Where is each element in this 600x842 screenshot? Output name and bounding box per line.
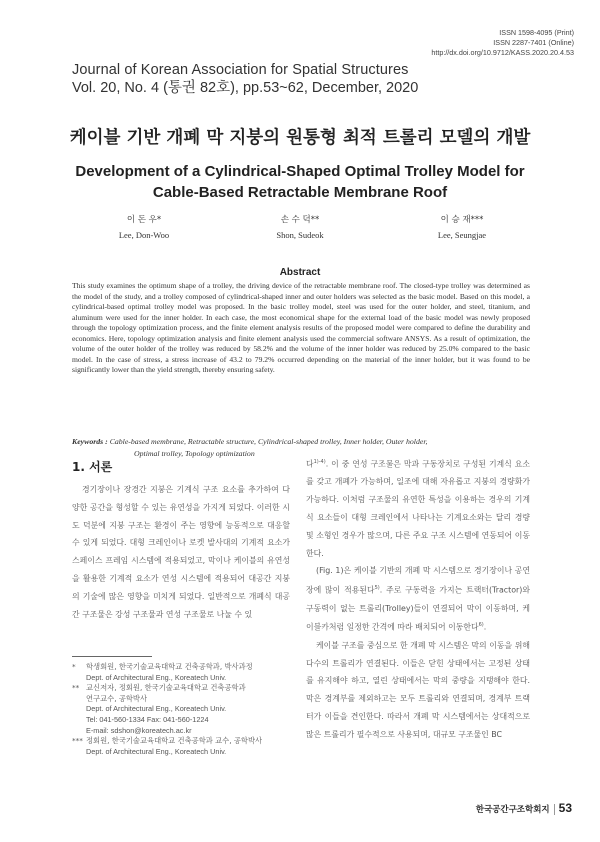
title-english: Development of a Cylindrical-Shaped Optimal Trolley Model for Cable-Based Retractable Membrane Roof bbox=[75, 163, 525, 201]
footnote-3-mark: *** bbox=[72, 736, 83, 746]
title-korean: 케이블 기반 개폐 막 지붕의 원통형 최적 트롤리 모델의 개발 bbox=[69, 128, 531, 148]
body-right-paragraph-3: 케이블 구조를 중심으로 한 개폐 막 시스템은 막의 이동을 위해 다수의 트롤리가 연결된다. 이들은 닫힌 상태에서는 고정된 상태를 유지해야 하고, 열린 상태에서는 막의 중량을 지탱해야 한다. 막은 경계부를 제외하고는 모두 트롤리와 연결되며, 경계부 트랙터가 이들을 견인한다. 따라서 개폐 막 시스템에서는 상대적으로 많은 트롤리가 필수적으로 사용되며, 대규모 구조물인 BC bbox=[306, 640, 530, 739]
footnote-2-line-3: Dept. of Architectural Eng., Koreatech Univ. bbox=[86, 704, 227, 714]
author-1 bbox=[74, 214, 214, 241]
abstract-text: This study examines the optimum shape of a trolley, the driving device of the retractable membrane roof. The closed-type trolley was determined as the model of the study, and a trolley composed of cylindrical-shaped inner and outer holders was selected as the basic model. Based on this model, a cylindrical-based optimal trolley model was proposed. In the basic trolley model, steel was used for the outer holder, and steel, titanium, and aluminum were used for the inner holder. In each case, the most economical shape for the external load of the basic model was newly proposed through the topology optimization process, and the finite element analysis results of the proposed model were compared to define the durability and economics. Here, topology optimization analysis and finite element analysis used the commercial software ANSYS. As a result of optimization, the volume of the outer holder of the trolley was reduced by 58.2% and the volume of the inner holder was reduced by 25.0% compared to the basic model. In the case of stress, a stress increase of 43.2 to 79.2% occurred depending on the material of the inner holder, but it was found to be significantly lower than the yield strength, thereby ensuring safety. bbox=[72, 281, 530, 374]
p2-end: . bbox=[483, 623, 487, 633]
footnote-2-line-4: Tel: 041-560-1334 Fax: 041-560-1224 bbox=[86, 714, 209, 724]
footer-journal-name: 한국공간구조학회지 bbox=[475, 805, 550, 815]
journal-volume: Vol. 20, No. 4 (통권 82호), pp.53~62, December, 2020 bbox=[72, 80, 419, 96]
journal-header bbox=[72, 62, 532, 97]
footnote-2-email[interactable]: E-mail: sdshon@koreatech.ac.kr bbox=[86, 725, 192, 735]
footnote-2 bbox=[72, 683, 292, 736]
footnote-3 bbox=[72, 736, 292, 757]
journal-name: Journal of Korean Association for Spatial Structures bbox=[72, 62, 409, 78]
footnote-1-line-1: 학생회원, 한국기술교육대학교 건축공학과, 박사과정 bbox=[86, 662, 253, 671]
footnote-1-mark: * bbox=[72, 662, 76, 671]
abstract-heading: Abstract bbox=[279, 267, 321, 278]
footnote-2-line-1: 교신저자, 정회원, 한국기술교육대학교 건축공학과 bbox=[86, 683, 246, 693]
doi-link[interactable]: http://dx.doi.org/10.9712/KASS.2020.20.4.53 bbox=[431, 48, 574, 57]
author-2-en: Shon, Sudeok bbox=[276, 230, 324, 240]
footnote-3-line-1: 정회원, 한국기술교육대학교 건축공학과 교수, 공학박사 bbox=[86, 736, 263, 746]
body-right-column bbox=[306, 454, 530, 744]
ref-1-4: 1)-4) bbox=[313, 459, 326, 465]
author-3 bbox=[392, 214, 532, 241]
p1-start: 다 bbox=[306, 459, 314, 469]
author-2 bbox=[230, 214, 370, 241]
issn-online: ISSN 2287-7401 (Online) bbox=[493, 38, 574, 47]
keywords-line-2: Optimal trolley, Topology optimization bbox=[134, 449, 255, 458]
ref-5: 5) bbox=[374, 585, 380, 592]
author-1-ko: 이 돈 우* bbox=[126, 215, 162, 225]
footnotes bbox=[72, 662, 292, 757]
footnote-2-mark: ** bbox=[72, 683, 80, 693]
author-2-ko: 손 수 덕** bbox=[280, 215, 320, 225]
p2-mid: . 주로 구동력을 가지는 트랙터(Tractor)와 구동력이 없는 트롤리(Trolley)들이 연결되어 막이 이동하며, 케이블카처럼 일정한 간격에 따라 배치되어 이동한다 bbox=[306, 585, 530, 633]
author-3-en: Lee, Seungjae bbox=[437, 230, 487, 240]
footnote-divider bbox=[72, 656, 152, 657]
footer-divider bbox=[554, 804, 555, 815]
body-left-paragraph-1: 경기장이나 장경간 지붕은 기계식 구조 요소를 추가하여 다양한 공간을 형성할 수 있는 유연성을 가지게 되었다. 이러한 시도 덕분에 지붕 구조는 환경이 주는 영향에 능동적으로 대응할 수 있게 되었다. 대형 크레인이나 로켓 발사대의 기계적 요소가 스페이스 프레임 시스템에 적용되었고, 막이나 케이블의 유연성을 활용한 기계적 요소가 연성 시스템에 적용되어 대공간 지붕의 기술에 많은 영향을 미치게 되었다. 일반적으로 개폐식 대공간 구조물은 강성 구조물과 연성 구조물로 나눌 수 있 bbox=[72, 485, 290, 619]
footnote-2-line-2: 연구교수, 공학박사 bbox=[86, 693, 148, 703]
issn-block bbox=[431, 28, 574, 58]
body-left-column bbox=[72, 481, 290, 623]
keywords-label: Keywords : bbox=[72, 437, 110, 446]
p2-start: (Fig. 1)은 케이블 기반의 개폐 막 시스템으로 경기장이나 공연장에 많이 적용된다 bbox=[306, 566, 530, 595]
keywords-line-1: Cable-based membrane, Retractable structure, Cylindrical-shaped trolley, Inner holder, Outer holder, bbox=[109, 437, 428, 446]
footnote-1 bbox=[72, 662, 292, 683]
ref-6: 6) bbox=[478, 622, 484, 629]
footnote-3-line-2: Dept. of Architectural Eng., Koreatech Univ. bbox=[86, 746, 227, 756]
section-title: 1. 서론 bbox=[72, 460, 113, 474]
body-right-paragraph-2 bbox=[306, 562, 530, 636]
footnote-1-line-2: Dept. of Architectural Eng., Koreatech Univ. bbox=[86, 672, 227, 682]
author-1-en: Lee, Don-Woo bbox=[118, 230, 170, 240]
page-number: 53 bbox=[558, 801, 572, 815]
issn-print: ISSN 1598-4095 (Print) bbox=[499, 28, 574, 37]
body-right-paragraph-1 bbox=[306, 454, 530, 562]
author-3-ko: 이 승 재*** bbox=[440, 215, 484, 225]
p1-rest: . 이 중 연성 구조물은 막과 구동장치로 구성된 기계식 요소를 갖고 개폐가 가능하며, 일조에 대해 자유롭고 지붕의 경량화가 가능하다. 이처럼 구조물의 유연한 특성을 이용하는 경우의 기계식 요소들이 대형 크레인에서 나타나는 기계요소와는 달리 경량 및 소형인 경우가 많으며, 다른 주요 구조 시스템에 연동되어 이동한다. bbox=[306, 459, 530, 558]
page-footer bbox=[476, 801, 572, 815]
